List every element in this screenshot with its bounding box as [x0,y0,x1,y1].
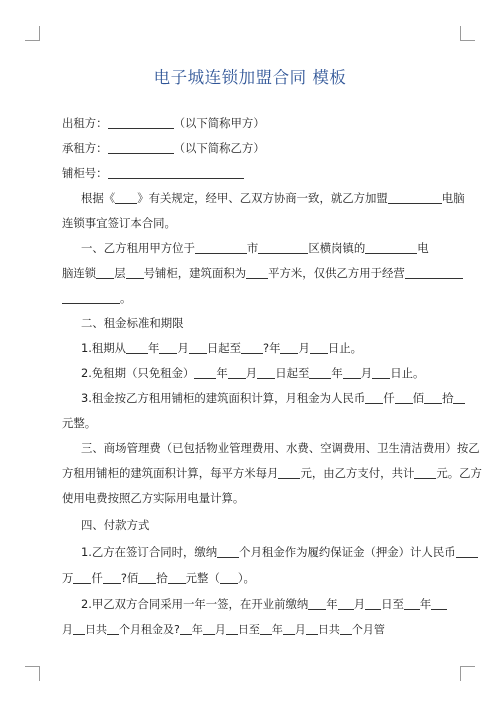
blank[interactable] [456,546,478,558]
preamble-line-2 [62,216,442,230]
text: 年 [191,623,203,636]
text: 元。乙方 [436,466,482,480]
counter-blank[interactable] [108,167,244,179]
text: 月 [62,623,73,636]
text: 日共 [85,623,107,636]
blank[interactable] [404,598,420,610]
section-3-line-1: 三、商场管理费（已包括物业管理费用、水费、空调费用、卫生清洁费用）按乙 [81,441,480,455]
blank[interactable] [189,342,207,354]
text: 元，由乙方支付，共计 [300,466,415,480]
text: 市 [246,241,259,255]
text: 个月租金作为履约保证金（押金）计人民币 [239,545,456,559]
section-1-line-1 [81,241,461,255]
blank[interactable] [283,623,295,635]
blank[interactable] [306,623,318,635]
section-3-line-3: 使用电费按照乙方实际用电量计算。 [62,491,245,505]
lessee-blank[interactable] [108,142,174,154]
blank[interactable] [395,392,413,404]
blank[interactable] [260,623,272,635]
blank[interactable] [372,367,390,379]
text: 1.租期从 [81,341,127,355]
crop-mark-top-left [25,26,40,41]
rent-amount-line-2 [62,416,442,430]
text: 仟 [383,391,395,405]
text: 日起至 [206,341,242,355]
text: 月 [294,623,306,636]
blank[interactable] [405,267,463,279]
text: 月 [177,341,189,355]
text: 拾 [156,571,168,585]
rent-free-line [81,366,461,380]
term-line [81,341,461,355]
text: 年 [216,366,228,380]
text: 月 [245,366,258,380]
text: 年 [419,597,432,611]
rent-amount-line-1 [81,391,461,405]
text: 月 [214,623,226,636]
text: 个月租金及? [119,623,180,636]
blank[interactable] [340,623,352,635]
text: 号铺柜，建筑面积为 [143,266,247,280]
deposit-line-2 [62,571,442,585]
section-3-line-2 [62,466,482,480]
blank[interactable] [365,392,383,404]
text: 电 [417,241,429,255]
text: 2.甲乙双方合同采用一年一签，在开业前缴纳 [81,597,309,611]
lessor-label: 出租方： [62,116,108,130]
text: 日至 [237,623,260,636]
blank[interactable] [228,367,246,379]
section-1-line-3 [62,291,442,305]
text: 日止。 [327,341,363,355]
text: 日止。 [390,366,425,380]
brand-blank[interactable] [388,192,442,204]
blank[interactable] [138,572,156,584]
blank[interactable] [126,267,144,279]
blank[interactable] [159,342,177,354]
text: 年 [148,341,160,355]
preamble-line-1 [81,191,465,205]
text: 佰 [412,391,425,405]
payment-line-2 [62,623,442,637]
blank[interactable] [431,598,447,610]
text: 3.租金按乙方租用铺柜的建筑面积计算，月租金为人民币 [81,391,366,405]
text: 平方米，仅供乙方用于经营 [268,266,405,280]
text: 一、乙方租用甲方位于 [81,241,195,255]
text: 电脑 [441,191,465,205]
lessee-note: （以下简称乙方） [173,141,265,155]
text: ?年 [263,341,281,355]
blank[interactable] [168,572,186,584]
lessor-note: （以下简称甲方） [173,116,265,130]
section-1-line-2 [62,266,442,280]
text: 月 [298,341,310,355]
blank[interactable] [365,242,417,254]
text: 》有关规定，经甲、乙双方协商一致，就乙方加盟 [137,191,388,205]
text: 脑连锁 [62,266,97,280]
payment-line-1 [81,597,461,611]
blank[interactable] [414,467,436,479]
blank[interactable] [217,546,239,558]
crop-mark-top-right [460,26,475,41]
lessor-line [62,116,442,130]
text: 年 [271,623,283,636]
document-title: 电子城连锁加盟合同 模板 [153,68,347,87]
lessor-blank[interactable] [108,117,174,129]
text: ）。 [237,571,255,585]
blank[interactable] [194,367,216,379]
text: 日起至 [275,366,310,380]
blank[interactable] [195,242,247,254]
text: 区横岗镇的 [308,241,366,255]
text: 年 [331,366,343,380]
text: ?佰 [120,571,139,585]
counter-label: 铺柜号： [62,166,108,180]
blank[interactable] [338,598,354,610]
blank[interactable] [96,267,114,279]
lessee-label: 承租方： [62,141,108,155]
blank[interactable] [343,367,361,379]
blank[interactable] [309,367,331,379]
text: 月 [360,366,373,380]
crop-mark-bottom-right [460,666,475,681]
text: 元整。 [62,416,97,430]
blank[interactable] [310,342,328,354]
text: 连锁事宜签订本合同。 [62,216,176,230]
blank[interactable] [278,467,300,479]
section-4-heading: 四、付款方式 [81,518,150,532]
text: 日至 [381,597,404,611]
blank[interactable] [424,392,442,404]
text: 拾 [442,391,454,405]
blank[interactable] [365,598,381,610]
blank[interactable] [226,623,238,635]
text: 个月管 [351,623,385,636]
blank[interactable] [220,572,238,584]
blank[interactable] [103,572,121,584]
text: 方租用铺柜的建筑面积计算，每平方米每月 [62,466,279,480]
crop-mark-bottom-left [25,666,40,681]
section-2-heading: 二、租金标准和期限 [81,316,184,330]
text: 层 [114,266,126,280]
blank[interactable] [308,598,326,610]
text: 根据《 [81,191,116,205]
blank[interactable] [257,367,275,379]
text: 仟 [91,571,103,585]
counter-line [62,166,442,180]
blank[interactable] [73,572,91,584]
text: 日共 [317,623,340,636]
blank[interactable] [280,342,298,354]
blank[interactable] [258,242,308,254]
blank[interactable] [62,292,120,304]
text: 万 [62,571,74,585]
blank[interactable] [73,623,85,635]
law-blank[interactable] [115,192,137,204]
text: 2.免租期（只免租金） [81,366,195,380]
blank[interactable] [203,623,215,635]
blank[interactable] [180,623,192,635]
blank[interactable] [453,392,465,404]
lessee-line [62,141,442,155]
blank[interactable] [107,623,119,635]
text: 1.乙方在签订合同时，缴纳 [81,545,218,559]
text: 。 [120,291,132,305]
blank[interactable] [246,267,268,279]
blank[interactable] [241,342,263,354]
text: 元整（ [185,571,220,585]
text: 月 [353,597,366,611]
deposit-line-1 [81,545,461,559]
text: 年 [326,597,338,611]
blank[interactable] [126,342,148,354]
